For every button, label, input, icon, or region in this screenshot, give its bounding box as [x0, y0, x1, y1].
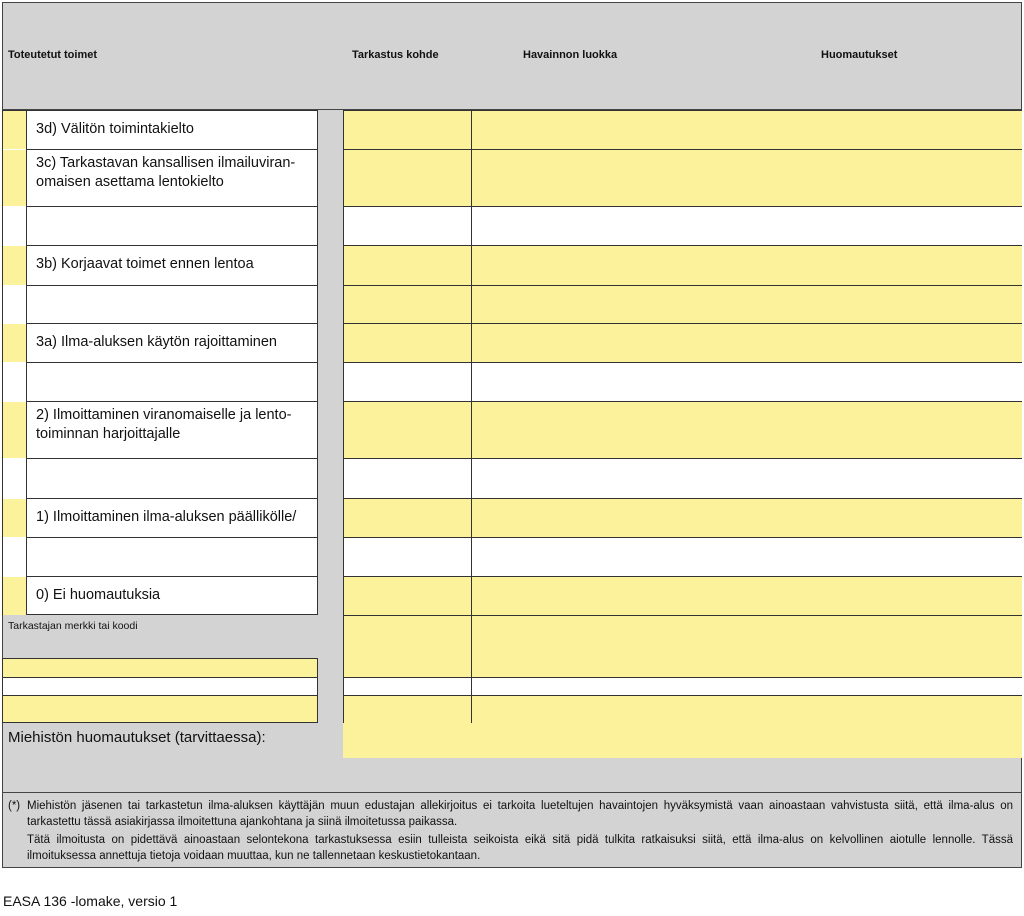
action-label: 2) Ilmoittaminen viranomaiselle ja lento-toiminnan harjoittajalle [36, 407, 292, 442]
remarks-cell[interactable] [472, 677, 1022, 695]
action-row [27, 498, 318, 537]
action-checkbox[interactable] [3, 207, 26, 245]
inspection-item-cell[interactable] [344, 362, 471, 401]
inspector-code-label: Tarkastajan merkki tai koodi [8, 620, 138, 632]
header-inspection-item: Tarkastus kohde [352, 49, 439, 61]
action-label: 3b) Korjaavat toimet ennen lentoa [36, 256, 254, 272]
footnote-divider [2, 792, 1022, 793]
action-row [27, 149, 318, 206]
header-actions: Toteutetut toimet [8, 49, 98, 61]
form-footer: EASA 136 -lomake, versio 1 [3, 893, 178, 909]
remarks-cell[interactable] [472, 110, 1022, 149]
action-checkbox[interactable] [3, 111, 26, 149]
inspection-item-cell[interactable] [344, 401, 471, 458]
inspector-code-field-3[interactable] [2, 695, 318, 723]
action-row [27, 323, 318, 362]
inspection-item-cell[interactable] [344, 458, 471, 498]
inspection-item-cell[interactable] [344, 498, 471, 537]
inspection-item-cell[interactable] [344, 537, 471, 576]
action-row [27, 110, 318, 149]
remarks-cell[interactable] [472, 285, 1022, 323]
crew-remarks-field[interactable] [343, 723, 1022, 758]
remarks-cell[interactable] [472, 323, 1022, 362]
grid-column-divider [471, 110, 472, 723]
remarks-cell[interactable] [472, 576, 1022, 615]
action-row [27, 206, 318, 245]
action-label: 1) Ilmoittaminen ilma-aluksen päällikölle/ [36, 509, 297, 525]
action-row [27, 576, 318, 615]
inspector-code-field-2[interactable] [2, 678, 318, 695]
action-label: 3a) Ilma-aluksen käytön rajoittaminen [36, 334, 277, 350]
remarks-cell[interactable] [472, 245, 1022, 285]
inspector-code-field-1[interactable] [2, 658, 318, 678]
action-checkbox[interactable] [3, 577, 26, 615]
inspection-item-cell[interactable] [344, 677, 471, 695]
footnote-mark: (*) [8, 800, 21, 812]
action-row [27, 458, 318, 498]
footnote-paragraph-2: Tätä ilmoitusta on pidettävä ainoastaan selontekona tarkastuksessa esiin tulleista seikoista eikä sitä pidä tulkita ratkaisuksi siitä, että ilma-alus on kelvollinen aiotulle lennolle. Tässä ilmoituksessa annettuja tietoja voidaan muuttaa, kun ne tallennetaan keskustietokantaan. [27, 834, 1013, 862]
inspection-item-cell[interactable] [344, 110, 471, 149]
action-checkbox[interactable] [3, 499, 26, 537]
action-checkbox[interactable] [3, 286, 26, 323]
action-row [27, 362, 318, 401]
remarks-cell[interactable] [472, 149, 1022, 206]
remarks-cell[interactable] [472, 401, 1022, 458]
remarks-cell[interactable] [472, 537, 1022, 576]
action-row [27, 537, 318, 576]
remarks-cell[interactable] [472, 206, 1022, 245]
remarks-cell[interactable] [472, 498, 1022, 537]
action-checkbox[interactable] [3, 324, 26, 362]
inspection-item-cell[interactable] [344, 323, 471, 362]
action-checkbox[interactable] [3, 246, 26, 285]
action-row [27, 285, 318, 323]
inspection-item-cell[interactable] [344, 615, 471, 677]
footnote-paragraph-1: Miehistön jäsenen tai tarkastetun ilma-aluksen käyttäjän muun edustajan allekirjoitus ei tarkoita lueteltujen havaintojen hyväksymistä vaan ainoastaan vahvistusta siitä, että ilma-alus on tarkastettu tässä asiakirjassa ilmoitettuna ajankohtana ja siinä ilmoitetussa paikassa. [27, 800, 1013, 828]
action-row [27, 245, 318, 285]
action-label: 0) Ei huomautuksia [36, 587, 161, 603]
action-checkbox[interactable] [3, 150, 26, 206]
remarks-cell[interactable] [472, 615, 1022, 677]
action-checkbox[interactable] [3, 402, 26, 458]
header-remarks: Huomautukset [821, 49, 898, 61]
action-checkbox[interactable] [3, 538, 26, 576]
remarks-cell[interactable] [472, 362, 1022, 401]
action-label: 3d) Välitön toimintakielto [36, 121, 194, 137]
action-label: 3c) Tarkastavan kansallisen ilmailuviran-omaisen asettama lentokielto [36, 155, 296, 190]
header-finding-category: Havainnon luokka [523, 49, 618, 61]
inspection-item-cell[interactable] [344, 206, 471, 245]
grid-left-border [343, 110, 344, 723]
action-checkbox[interactable] [3, 363, 26, 401]
crew-remarks-label: Miehistön huomautukset (tarvittaessa): [8, 729, 266, 746]
inspection-item-cell[interactable] [344, 245, 471, 285]
remarks-cell[interactable] [472, 695, 1022, 723]
inspection-item-cell[interactable] [344, 695, 471, 723]
inspection-item-cell[interactable] [344, 285, 471, 323]
action-row [27, 401, 318, 458]
remarks-cell[interactable] [472, 458, 1022, 498]
inspection-item-cell[interactable] [344, 576, 471, 615]
inspection-item-cell[interactable] [344, 149, 471, 206]
action-checkbox[interactable] [3, 459, 26, 498]
